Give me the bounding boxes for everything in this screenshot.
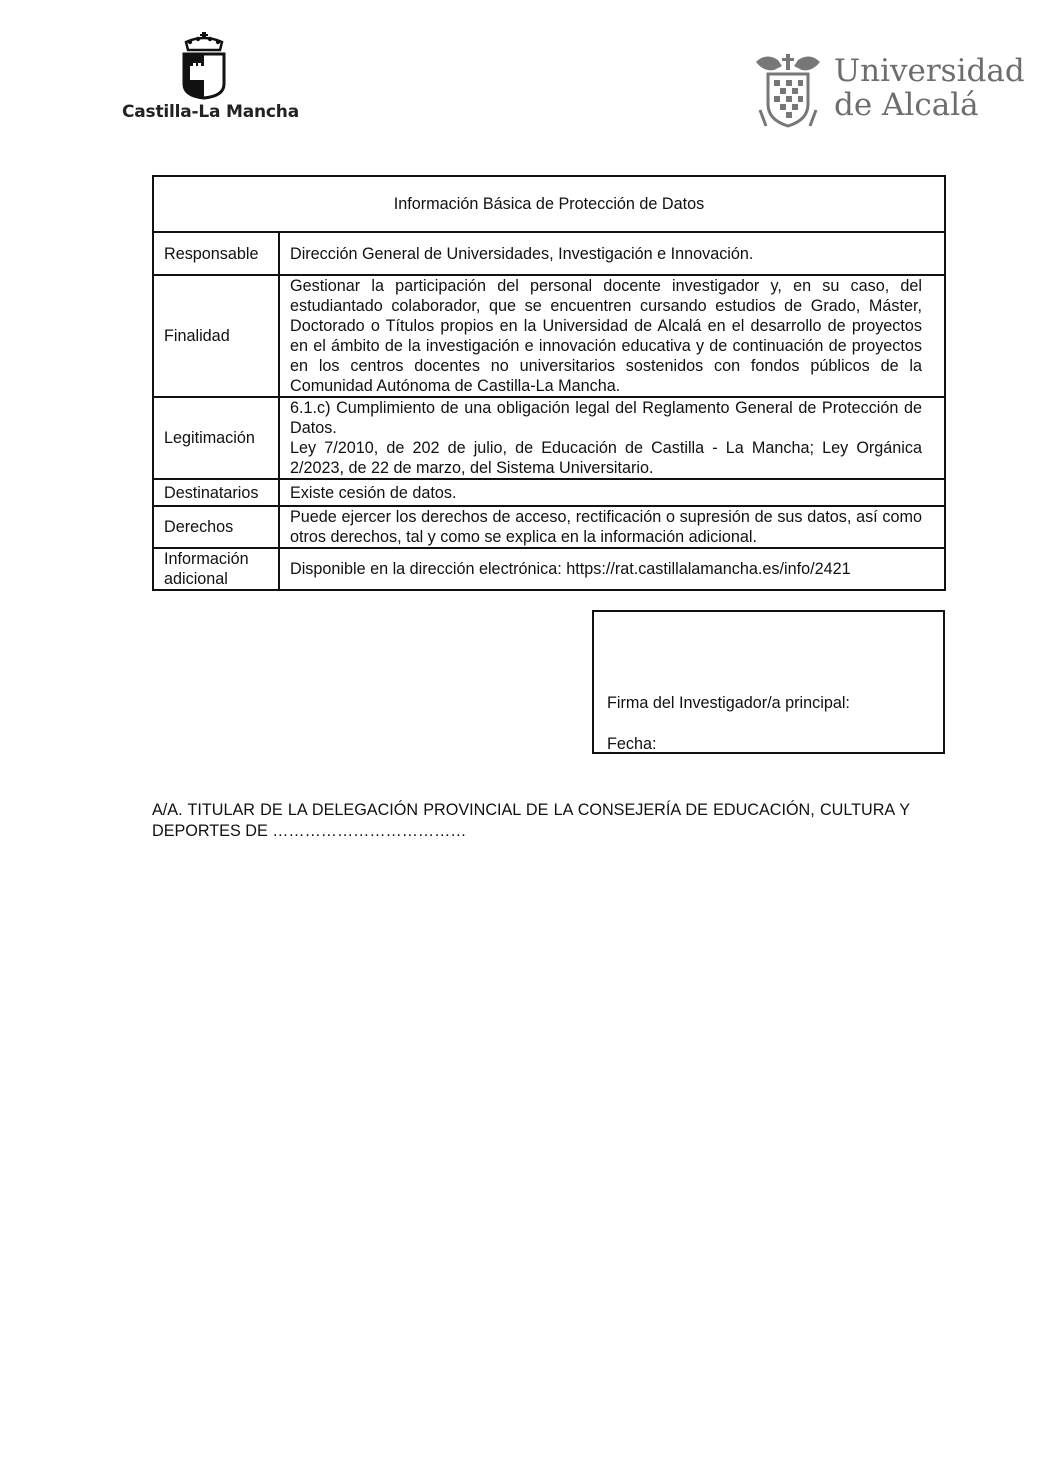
table-header-row [153, 176, 945, 232]
table-title: Información Básica de Protección de Datos [153, 176, 945, 232]
university-name-line1: Universidad [834, 53, 1025, 89]
row-value-finalidad: Gestionar la participación del personal docente investigador y, en su caso, del estudiantado colaborador, que se encuentren cursando estudios de Grado, Máster, Doctorado o Títulos propios en la Universidad de Alcalá en el desarrollo de proyectos en el ámbito de la investigación e innovación educativa y de continuación de proyectos en los centros docentes no universitarios sostenidos con fondos públicos de la Comunidad Autónoma de Castilla-La Mancha. [279, 275, 945, 397]
row-value-legitimacion [279, 397, 945, 479]
signature-box [592, 610, 945, 754]
row-value-informacion-adicional: Disponible en la dirección electrónica: https://rat.castillalamancha.es/info/2421 [279, 548, 945, 590]
fecha-label: Fecha: [607, 735, 657, 753]
row-label-informacion-adicional: Información adicional [153, 548, 279, 590]
castle-crest-icon [180, 30, 230, 100]
row-value-destinatarios: Existe cesión de datos. [279, 479, 945, 506]
table-row [153, 275, 945, 397]
legitimacion-line2: Ley 7/2010, de 202 de julio, de Educación de Castilla - La Mancha; Ley Orgánica 2/2023, de 22 de marzo, del Sistema Universitario. [290, 439, 922, 477]
universidad-de-alcala-logo [752, 50, 1025, 132]
data-protection-table [152, 175, 946, 591]
row-label-destinatarios: Destinatarios [153, 479, 279, 506]
castilla-la-mancha-logo [118, 30, 299, 126]
row-value-derechos: Puede ejercer los derechos de acceso, rectificación o supresión de sus datos, así como otros derechos, tal y como se explica en la información adicional. [279, 506, 945, 548]
university-name-line2: de Alcalá [834, 87, 979, 123]
table-row [153, 479, 945, 506]
row-label-derechos: Derechos [153, 506, 279, 548]
addressee-text: A/A. TITULAR DE LA DELEGACIÓN PROVINCIAL DE LA CONSEJERÍA DE EDUCACIÓN, CULTURA Y DEPORTES DE ……………………………… [152, 801, 910, 840]
row-label-finalidad: Finalidad [153, 275, 279, 397]
legitimacion-line1: 6.1.c) Cumplimiento de una obligación legal del Reglamento General de Protección de Datos. [290, 399, 922, 437]
row-label-responsable: Responsable [153, 232, 279, 275]
firma-label: Firma del Investigador/a principal: [607, 694, 850, 712]
table-row [153, 397, 945, 479]
row-label-legitimacion: Legitimación [153, 397, 279, 479]
universidad-de-alcala-text [834, 54, 1025, 122]
castilla-la-mancha-logo-text: Castilla-La Mancha [122, 102, 299, 122]
table-row [153, 506, 945, 548]
university-seal-icon [752, 50, 824, 130]
table-row [153, 548, 945, 590]
row-value-responsable: Dirección General de Universidades, Investigación e Innovación. [279, 232, 945, 275]
table-row [153, 232, 945, 275]
